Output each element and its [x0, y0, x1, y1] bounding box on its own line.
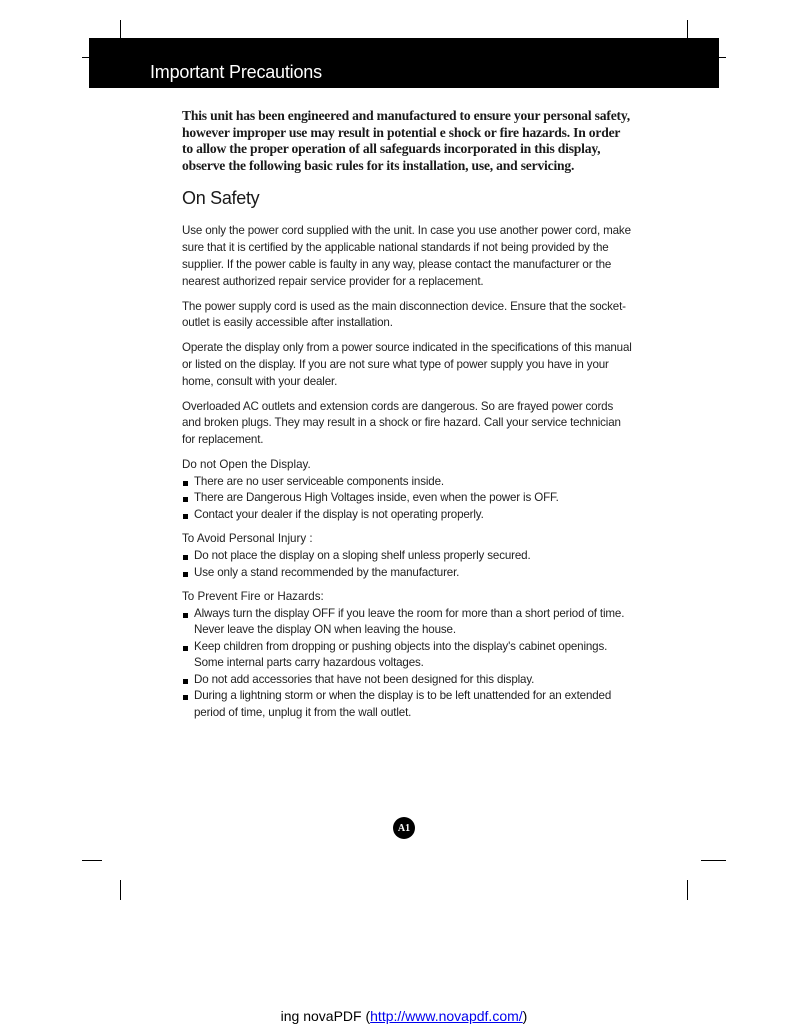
list-item: Do not place the display on a sloping shelf unless properly secured.: [182, 548, 632, 565]
section-title: On Safety: [182, 188, 260, 209]
crop-mark-right-top: [718, 57, 726, 58]
list-item: There are Dangerous High Voltages inside, even when the power is OFF.: [182, 490, 632, 507]
group-label-prevent-fire: To Prevent Fire or Hazards:: [182, 590, 324, 604]
paragraph-power-source: Operate the display only from a power source indicated in the specifications of this manual or listed on the display. If you are not sure what type of power supply you have in your home, consult with your dealer.: [182, 341, 632, 388]
group-label-avoid-injury: To Avoid Personal Injury :: [182, 532, 313, 546]
list-item: During a lightning storm or when the display is to be left unattended for an extended period of time, unplug it from the wall outlet.: [182, 688, 632, 721]
group-label-do-not-open: Do not Open the Display.: [182, 457, 311, 471]
page-title: Important Precautions: [150, 62, 322, 82]
list-item: Always turn the display OFF if you leave the room for more than a short period of time. Never leave the display ON when leaving the house.: [182, 606, 632, 639]
crop-mark-bottom-left: [82, 860, 102, 861]
paragraph-overloaded-outlets: Overloaded AC outlets and extension cords are dangerous. So are frayed power cords and broken plugs. They may result in a shock or fire hazard. Call your service technician for replacement.: [182, 399, 621, 447]
bullet-list-do-not-open: [182, 474, 632, 524]
bullet-list-prevent-fire: [182, 606, 632, 722]
crop-mark-bottom-right: [701, 860, 726, 861]
list-item: Use only a stand recommended by the manufacturer.: [182, 565, 632, 582]
list-item: Keep children from dropping or pushing objects into the display's cabinet openings. Some internal parts carry hazardous voltages.: [182, 639, 632, 672]
crop-mark-lower-right: [687, 880, 688, 900]
crop-mark-lower-left: [120, 880, 121, 900]
list-item: Contact your dealer if the display is not operating properly.: [182, 507, 632, 524]
page-number-badge: A1: [393, 817, 415, 839]
list-item: There are no user serviceable components inside.: [182, 474, 632, 491]
footer-watermark: [0, 1008, 808, 1024]
bullet-list-avoid-injury: [182, 548, 632, 581]
footer-suffix: ): [522, 1008, 528, 1024]
footer-link[interactable]: http://www.novapdf.com/: [370, 1008, 523, 1024]
intro-paragraph: This unit has been engineered and manufactured to ensure your personal safety, however improper use may result in potential e shock or fire hazards. In order to allow the proper operation of all safeguards incorporated in this display, observe the following basic rules for its installation, use, and servicing.: [182, 108, 630, 173]
document-body: [182, 108, 632, 729]
footer-prefix: ing novaPDF (: [280, 1008, 371, 1024]
paragraph-disconnect-device: The power supply cord is used as the main disconnection device. Ensure that the socket-outlet is easily accessible after installation.: [182, 299, 626, 330]
crop-mark-top-left: [120, 20, 121, 38]
crop-mark-top-right: [687, 20, 688, 38]
paragraph-power-cord: Use only the power cord supplied with the unit. In case you use another power cord, make sure that it is certified by the applicable national standards if not being provided by the supplier. If the power cable is faulty in any way, please contact the manufacturer or the nearest authorized repair service provider for a replacement.: [182, 224, 631, 288]
list-item: Do not add accessories that have not been designed for this display.: [182, 672, 632, 689]
